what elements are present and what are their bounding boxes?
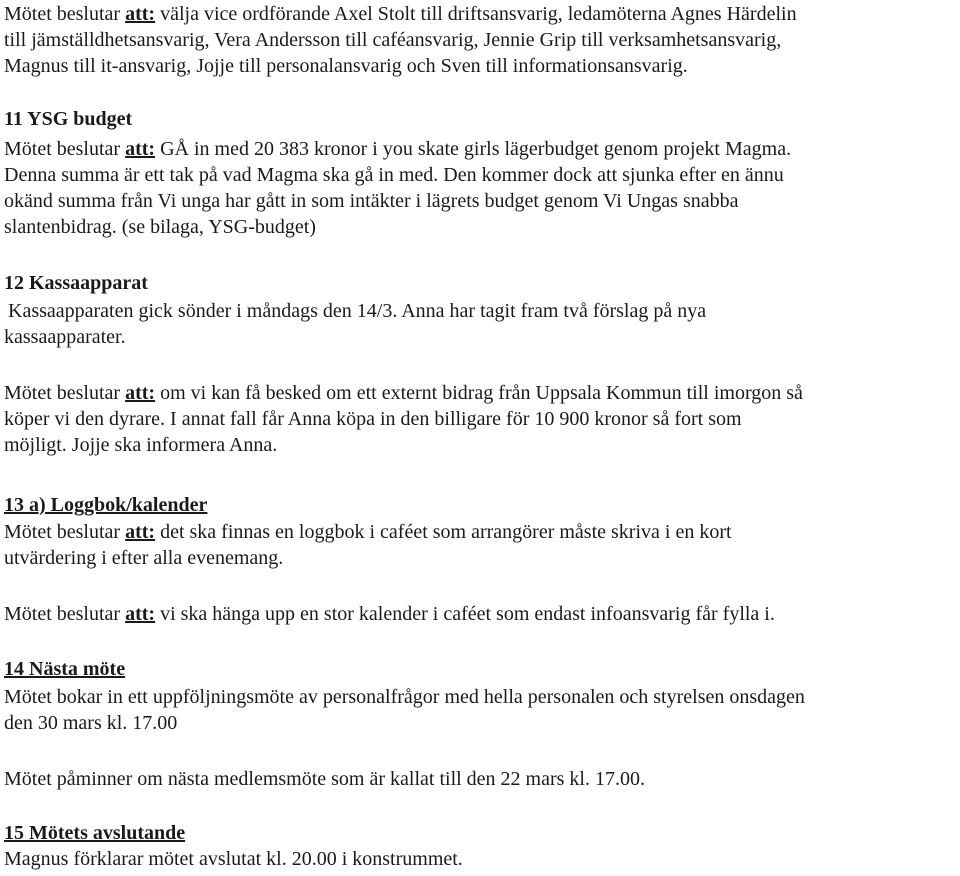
text-line xyxy=(4,519,958,545)
text-fragment: GÅ in med 20 383 kronor i you skate girls lägerbudget genom projekt Magma. xyxy=(155,138,792,160)
text-fragment: det ska finnas en loggbok i caféet som arrangörer måste skriva i en kort xyxy=(155,521,732,543)
text-fragment: välja vice ordförande Axel Stolt till driftsansvarig, ledamöterna Agnes Härdelin xyxy=(155,3,797,25)
text-line: Kassaapparaten gick sönder i måndags den 14/3. Anna har tagit fram två förslag på nya xyxy=(8,300,707,322)
section-14-paragraph-1 xyxy=(4,684,958,736)
text-line: slantenbidrag. (se bilaga, YSG-budget) xyxy=(4,216,316,238)
decision-lead: Mötet beslutar xyxy=(4,138,126,160)
section-11-paragraph xyxy=(4,136,958,240)
decision-lead: Mötet beslutar xyxy=(4,382,126,404)
text-line: till jämställdhetsansvarig, Vera Andersson till caféansvarig, Jennie Grip till verksamhetsansvarig, xyxy=(4,29,782,51)
section-11 xyxy=(4,106,958,132)
section-12-paragraph-2 xyxy=(4,380,958,458)
text-line xyxy=(4,380,958,406)
decision-lead: Mötet beslutar xyxy=(4,603,126,625)
section-13-paragraph-1 xyxy=(4,519,958,571)
text-line: Magnus till it-ansvarig, Jojje till personalansvarig och Sven till informationsansvarig. xyxy=(4,55,688,77)
section-heading: 12 Kassaapparat xyxy=(4,272,148,294)
text-fragment: vi ska hänga upp en stor kalender i caféet som endast infoansvarig får fylla i. xyxy=(155,603,775,625)
text-line: den 30 mars kl. 17.00 xyxy=(4,712,178,734)
text-line: Mötet bokar in ett uppföljningsmöte av personalfrågor med hella personalen och styrelsen onsdagen xyxy=(4,686,805,708)
text-line xyxy=(4,601,958,627)
section-14 xyxy=(4,656,958,682)
section-12 xyxy=(4,270,958,296)
att-keyword: att: xyxy=(125,603,156,625)
text-line xyxy=(4,136,958,162)
text-line: köper vi den dyrare. I annat fall får Anna köpa in den billigare för 10 900 kronor så fort som xyxy=(4,408,742,430)
att-keyword: att: xyxy=(125,521,156,543)
text-line: kassaapparater. xyxy=(4,326,126,348)
att-keyword: att: xyxy=(125,3,156,25)
text-line: Magnus förklarar mötet avslutat kl. 20.00 i konstrummet. xyxy=(4,848,463,870)
text-fragment: om vi kan få besked om ett externt bidrag från Uppsala Kommun till imorgon så xyxy=(155,382,803,404)
intro-paragraph xyxy=(4,1,958,79)
decision-lead: Mötet beslutar xyxy=(4,521,126,543)
section-13-paragraph-2 xyxy=(4,601,958,627)
att-keyword: att: xyxy=(125,138,156,160)
section-heading: 15 Mötets avslutande xyxy=(4,822,186,844)
section-15 xyxy=(4,820,958,872)
text-line: möjligt. Jojje ska informera Anna. xyxy=(4,434,278,456)
text-line: okänd summa från Vi unga har gått in som intäkter i lägrets budget genom Vi Ungas snabba xyxy=(4,190,739,212)
section-heading: 13 a) Loggbok/kalender xyxy=(4,494,208,516)
section-12-paragraph-1 xyxy=(4,298,958,350)
section-heading: 14 Nästa möte xyxy=(4,658,126,680)
text-line: utvärdering i efter alla evenemang. xyxy=(4,547,284,569)
decision-lead: Mötet beslutar xyxy=(4,3,121,25)
text-line: Mötet påminner om nästa medlemsmöte som är kallat till den 22 mars kl. 17.00. xyxy=(4,768,645,790)
text-line: Denna summa är ett tak på vad Magma ska gå in med. Den kommer dock att sjunka efter en ännu xyxy=(4,164,784,186)
section-heading: 11 YSG budget xyxy=(4,108,133,130)
att-keyword: att: xyxy=(125,382,156,404)
text-line xyxy=(4,1,958,27)
section-13 xyxy=(4,492,958,518)
section-14-paragraph-2 xyxy=(4,766,958,792)
